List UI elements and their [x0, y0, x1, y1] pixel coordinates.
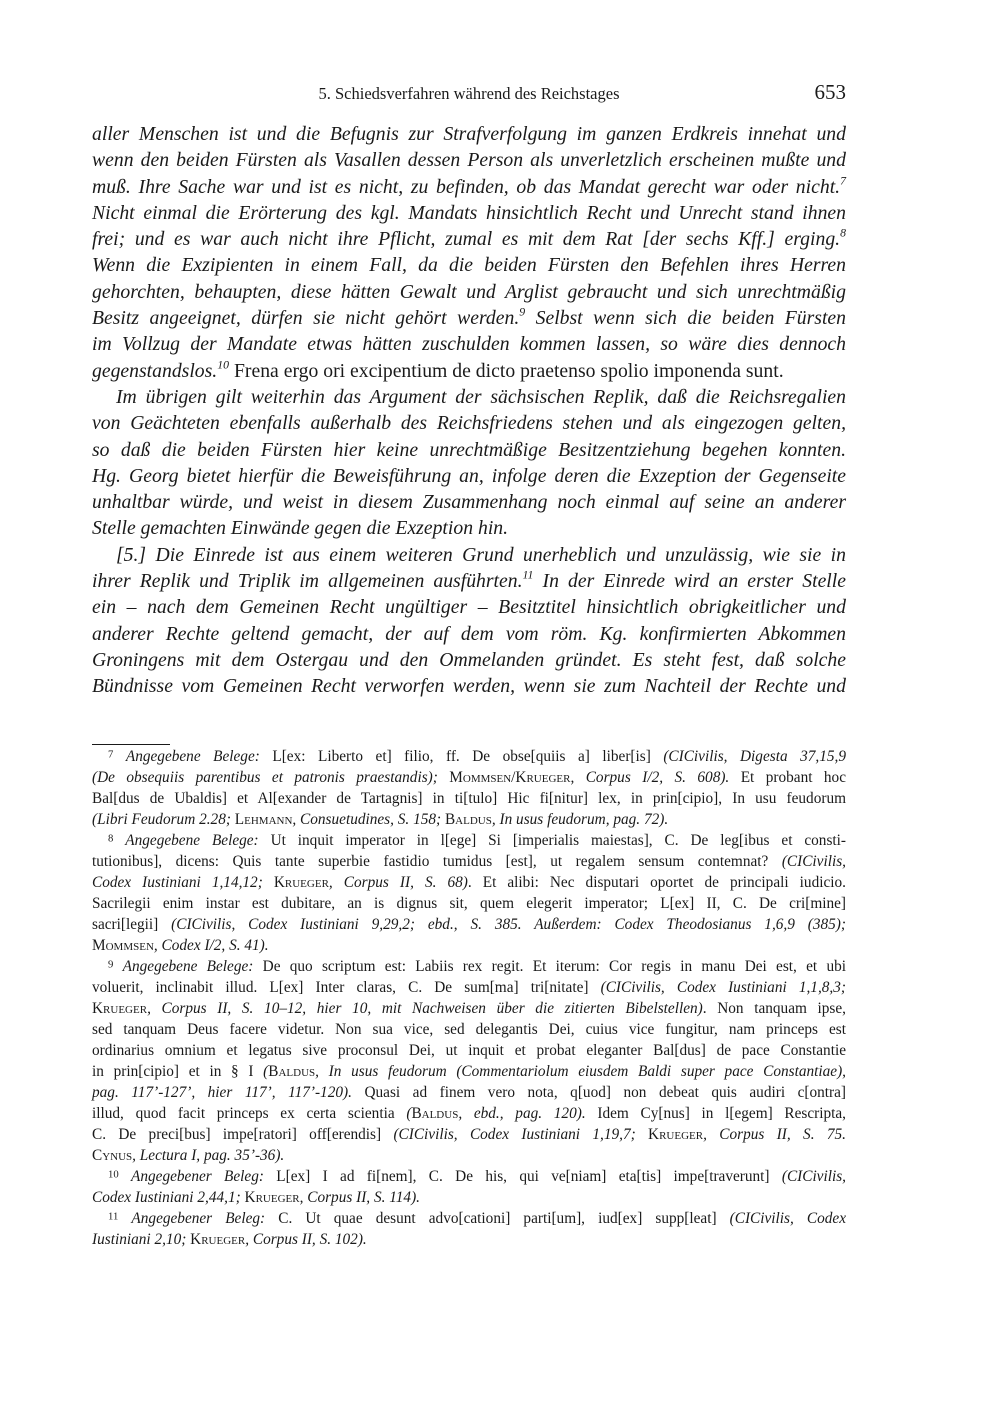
footnote-text: , Corpus II, S. 114).: [299, 1189, 420, 1206]
footnote-text: (: [263, 1063, 269, 1080]
footnote-line: [92, 1061, 846, 1082]
text-line: von Geächteten ebenfalls außerhalb des Reichsfriedens stehen und als eingezogen gelten,: [92, 412, 846, 435]
footnote-line: [92, 956, 846, 977]
footnote-text: sed tanquam Deus facere videtur. Non sua vice, sed delegantis Dei, cuius vice fungitur, nam princeps est: [92, 1021, 846, 1038]
paragraph-3: [92, 542, 846, 700]
footnote-text: , Codex I/2, S. 41).: [153, 937, 269, 954]
footnote-line: [92, 977, 846, 998]
footnote-text: in prin[cipio] et in § I: [92, 1063, 264, 1080]
footnote-text: , Corpus II, S. 68): [328, 874, 468, 891]
footnote-text: Iustiniani 2,10;: [92, 1231, 191, 1248]
footnote-line: [92, 1166, 846, 1187]
text-line: Hg. Georg bietet hierfür die Beweisführung an, infolge deren die Exzeption der Gegenseite: [92, 464, 846, 487]
footnote-line: [92, 1208, 846, 1229]
footnote-text: Angegebene Belege:: [125, 748, 260, 765]
footnote-text: Angegebener Beleg:: [131, 1168, 264, 1185]
footnote-text: (CICivilis,: [781, 1168, 847, 1185]
footnote-ref-10[interactable]: 10: [217, 357, 230, 372]
footnote-text: , ebd., pag. 120).: [458, 1105, 586, 1122]
footnote-text: , Corpus II, S. 102).: [245, 1231, 367, 1248]
text-line: Besitz angeeignet, dürfen sie nicht gehört werden.$^9$ Selbst wenn sich die beiden Fürsten: [92, 304, 846, 330]
footnote-line: [92, 998, 846, 1019]
footnote-ref-11[interactable]: 11: [522, 567, 534, 582]
footnote-text: Mommsen: [92, 937, 154, 954]
footnote-line: [92, 1187, 846, 1208]
footnote-text: , Corpus II, S. 75.: [703, 1126, 846, 1143]
footnote-text: Ut inquit imperator in l[ege] Si [imperialis maiestas], C. De leg[ibus et consti-: [258, 832, 846, 849]
footnote-number: 9: [108, 958, 114, 971]
footnote-text: C. De preci[bus] impe[ratori] off[erendis]: [92, 1126, 394, 1143]
footnote-8: [92, 830, 846, 956]
footnote-text: , In usus feudorum (Commentariolum eiusdem Baldi super pace Constantiae),: [315, 1063, 846, 1080]
footnote-text: (CICivilis, Digesta 37,15,9: [663, 748, 846, 765]
text-line: aller Menschen ist und die Befugnis zur Strafverfolgung im ganzen Erdkreis innehat und: [92, 123, 846, 145]
footnote-11: [92, 1208, 846, 1250]
text-line: ein – nach dem Gemeinen Recht ungültiger – Besitztitel hinsichtlich obrigkeitlicher und: [92, 596, 846, 619]
text-line: Im übrigen gilt weiterhin das Argument der sächsischen Replik, daß die Reichsregalien: [116, 385, 846, 408]
footnote-text: illud, quod facit princeps ex certa scientia: [92, 1105, 407, 1122]
text-line: wenn den beiden Fürsten als Vasallen dessen Person als unverletzlich erscheinen mußte und: [92, 149, 846, 172]
footnote-line: [92, 767, 846, 788]
footnote-text: Codex Iustiniani 1,14,12;: [92, 874, 274, 891]
footnote-ref-7[interactable]: 7: [840, 173, 846, 188]
text-line: Groningens mit dem Ostergau und den Ommelanden gründet. Es steht fest, daß solche: [92, 648, 846, 671]
footnote-text: Lehmann: [234, 811, 293, 828]
footnote-text: L[ex] I ad fi[nem], C. De his, qui ve[niam] eta[tis] impe[traverunt]: [263, 1168, 782, 1185]
footnote-text: Quasi ad finem vero nota, q[uod] non debeat quis audiri c[ontra]: [351, 1084, 846, 1101]
footnote-9: [92, 956, 846, 1166]
footnote-text: Krueger: [244, 1189, 300, 1206]
text-line: Wenn die Exzipienten in einem Fall, da die beiden Fürsten den Befehlen ihres Herren: [92, 254, 846, 277]
footnote-text: , Consuetudines, S. 158;: [292, 811, 445, 828]
footnote-number: 7: [108, 748, 114, 761]
footnote-line: [92, 1082, 846, 1103]
footnote-text: Cynus: [92, 1147, 133, 1164]
footnote-text: Baldus: [268, 1063, 316, 1080]
footnote-line: [92, 851, 846, 872]
footnote-text: De quo scriptum est: Labiis rex regit. Et iterum: Cor regis in manu Dei est, et ubi: [253, 958, 846, 975]
footnote-line: [92, 935, 846, 956]
footnote-divider: [92, 744, 170, 745]
text-line: Bündnisse vom Gemeinen Recht verworfen werden, wenn sie zum Nachteil der Rechte und: [92, 675, 846, 698]
footnote-line: [92, 1145, 846, 1166]
footnote-text: (De obsequiis parentibus et patronis praestandis);: [92, 769, 450, 786]
footnote-text: Codex Iustiniani 2,44,1;: [92, 1189, 245, 1206]
footnote-text: (CICivilis, Codex Iustiniani 9,29,2; ebd., S. 385. Außerdem: Codex Theodosianus 1,6,9 (385);: [171, 916, 846, 933]
text-line: ihrer Replik und Triplik im allgemeinen ausführten.$^{11}$ In der Einrede wird an erster Stelle: [92, 567, 846, 593]
footnote-line: [92, 893, 846, 914]
page-number: 653: [814, 80, 846, 104]
footnote-text: voluerit, inclinabit illud. L[ex] Inter claras, C. De sum[ma] tri[nitate]: [92, 979, 601, 996]
footnote-line: [92, 809, 846, 830]
footnote-text: (CICivilis, Codex: [729, 1210, 846, 1227]
text-line: gehorchten, behaupten, diese hätten Gewalt und Arglist gebraucht und sich unrechtmäßig: [92, 280, 846, 303]
footnote-line: [92, 872, 846, 893]
running-header: [92, 80, 846, 110]
footnote-text: Krueger: [648, 1126, 704, 1143]
footnote-text: Bal[dus de Ubaldis] et Al[exander de Tartagnis] in ti[tulo] Hic fi[nitur] lex, in prin[cipio], In usu feudorum: [92, 790, 846, 807]
footnote-text: Baldus: [411, 1105, 459, 1122]
footnote-text: Krueger: [92, 1000, 148, 1017]
footnote-line: [92, 1103, 846, 1124]
text-line: [5.] Die Einrede ist aus einem weiteren Grund unerheblich und unzulässig, wie sie in: [116, 543, 846, 566]
footnote-text: Krueger: [190, 1231, 246, 1248]
footnote-text: , Corpus I/2, S. 608).: [570, 769, 730, 786]
footnote-text: pag. 117’-127’, hier 117’, 117’-120).: [92, 1084, 352, 1101]
footnote-text: (: [406, 1105, 412, 1122]
footnote-line: [92, 746, 846, 767]
footnote-line: [92, 1229, 846, 1250]
footnote-10: [92, 1166, 846, 1208]
text-line: im Vollzug der Mandate etwas hätten zuschulden kommen lassen, so wäre dies dennoch: [92, 333, 846, 356]
text-line: muß. Ihre Sache war und ist es nicht, zu befinden, ob das Mandat gerecht war oder nicht.$^7$: [92, 173, 846, 198]
footnote-text: Baldus: [444, 811, 492, 828]
footnote-line: [92, 830, 846, 851]
text-line: unhaltbar würde, und weist in diesem Zusammenhang noch einmal auf seine an anderer: [92, 491, 846, 514]
footnote-text: , Lectura I, pag. 35’-36).: [132, 1147, 285, 1164]
footnote-text: , In usus feudorum, pag. 72).: [491, 811, 669, 828]
footnote-text: tutionibus], dicens: Quis tante superbie fastidio tumidus [est], ut regalem sensum contemnat?: [92, 853, 782, 870]
main-text: [92, 121, 846, 700]
footnote-text: , Corpus II, S. 10–12, hier 10, mit Nachweisen über die zitierten Bibelstellen): [147, 1000, 703, 1017]
footnote-text: C. Ut quae desunt advo[cationi] parti[um], iud[ex] supp[leat]: [265, 1210, 730, 1227]
footnote-text: . Et alibi: Nec disputari oportet de principali iudicio.: [467, 874, 846, 891]
text-line: Nicht einmal die Erörterung des kgl. Mandats hinsichtlich Recht und Unrecht stand ihnen: [92, 201, 846, 224]
text-line: frei; und es war auch nicht ihre Pflicht, zumal es mit dem Rat [der sechs Kff.] erging.$^8$: [92, 225, 846, 251]
footnote-text: sacri[legii]: [92, 916, 172, 933]
footnote-number: 10: [108, 1168, 119, 1181]
text-line: anderer Rechte geltend gemacht, der auf dem vom röm. Kg. konfirmierten Abkommen: [92, 622, 846, 645]
footnote-line: [92, 1019, 846, 1040]
footnote-line: [92, 788, 846, 809]
footnote-text: Et probant hoc: [729, 769, 846, 786]
footnote-text: Angegebene Belege:: [122, 958, 254, 975]
footnote-text: Idem Cy[nus] in l[egem] Rescripta,: [585, 1105, 846, 1122]
paragraph-2: [92, 384, 846, 542]
footnote-number: 8: [108, 832, 114, 845]
footnote-text: Mommsen/Krueger: [449, 769, 571, 786]
footnote-text: (Libri Feudorum 2.28;: [92, 811, 235, 828]
footnote-line: [92, 1040, 846, 1061]
footnote-line: [92, 1124, 846, 1145]
running-title: 5. Schiedsverfahren während des Reichstages: [318, 84, 620, 103]
text-line: so daß die beiden Fürsten hier keine unrechtmäßige Besitzentziehung begehen konnten.: [92, 438, 846, 461]
footnote-text: Sacrilegii enim instar est dubitare, an is dignus sit, quem elegerit imperator; L[ex] II, C. De cri[mine]: [92, 895, 846, 912]
footnote-text: (CICivilis, Codex Iustiniani 1,1,8,3;: [600, 979, 846, 996]
footnote-number: 11: [108, 1210, 119, 1223]
footnote-text: Krueger: [273, 874, 329, 891]
text-line: gegenstandslos.$^{10}$ Frena ergo ori excipentium de dicto praetenso spolio imponenda sunt.: [92, 357, 784, 382]
footnote-text: L[ex: Liberto et] filio, ff. De obse[quiis a] liber[is]: [259, 748, 664, 765]
footnote-7: [92, 746, 846, 830]
text-line: Stelle gemachten Einwände gegen die Exzeption hin.: [92, 517, 509, 540]
paragraph-1: [92, 121, 846, 384]
footnote-text: (CICivilis,: [781, 853, 846, 870]
footnote-text: ordinarius omnium et legatus sive proconsul Dei, ut inquit et probat eleganter Bal[dus] de pace Constantie: [92, 1042, 846, 1059]
footnote-text: Angegebener Beleg:: [131, 1210, 266, 1227]
footnote-line: [92, 914, 846, 935]
footnote-ref-8[interactable]: 8: [840, 225, 846, 240]
footnote-ref-9[interactable]: 9: [519, 304, 526, 319]
footnotes: [92, 746, 846, 1250]
footnote-text: Angegebene Belege:: [125, 832, 259, 849]
footnote-text: . Non tanquam ipse,: [702, 1000, 847, 1017]
footnote-text: (CICivilis, Codex Iustiniani 1,19,7;: [393, 1126, 649, 1143]
